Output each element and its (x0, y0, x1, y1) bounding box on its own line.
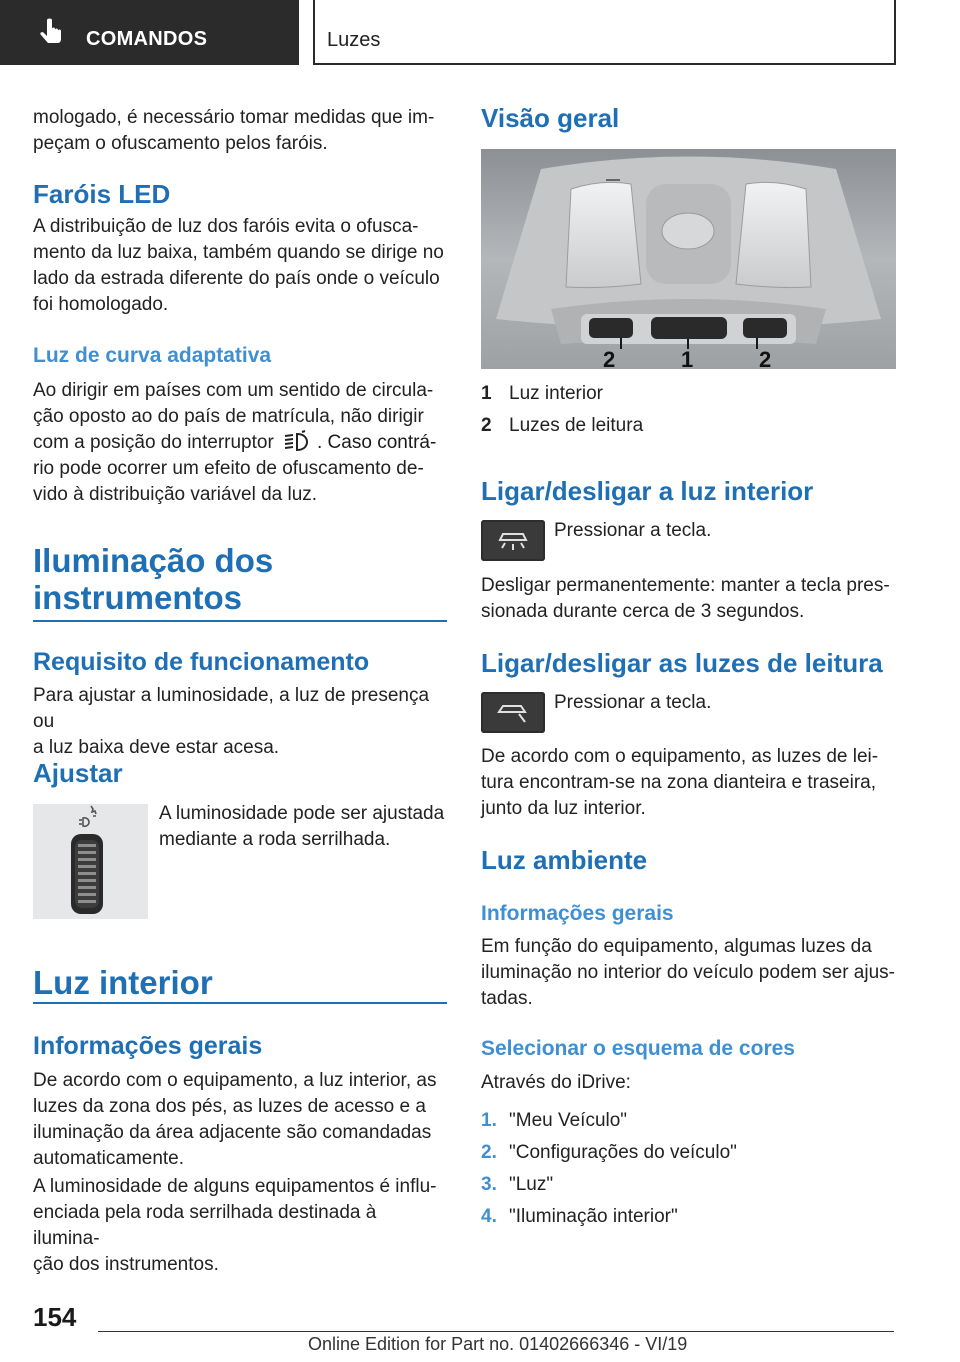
step-num: 1. (481, 1110, 497, 1131)
edition-note: Online Edition for Part no. 01402666346 - VI/19 (308, 1334, 688, 1354)
list-item (481, 1204, 678, 1230)
chapter-box (313, 0, 896, 65)
reading-light-icon (481, 692, 545, 733)
desligar-paragraph: Desligar permanentemente: manter a tecla pres- sionada durante cerca de 3 segundos. (481, 575, 890, 622)
section-rule (33, 620, 447, 622)
figure-label-center: 1 (681, 347, 694, 369)
legend-text: Luzes de leitura (509, 415, 644, 436)
heading-visao-geral: Visão geral (481, 103, 620, 133)
section-label: COMANDOS (86, 28, 208, 50)
list-item (481, 1172, 553, 1198)
heading-selecionar-cores: Selecionar o esquema de cores (481, 1037, 795, 1060)
heading-luz-curva: Luz de curva adaptativa (33, 344, 272, 367)
interior-light-button-image (481, 520, 545, 561)
curva-paragraph-b: . Caso contrá- (317, 432, 437, 453)
step-text: "Luz" (509, 1174, 554, 1195)
info-paragraph-1: De acordo com o equipamento, a luz interior, as luzes da zona dos pés, as luzes de acesso e a iluminação da área adjacente são comandadas automaticamente. (33, 1070, 437, 1169)
heading-informacoes-gerais-left: Informações gerais (33, 1032, 263, 1060)
page-number: 154 (33, 1302, 77, 1332)
reading-light-button-image (481, 692, 545, 733)
dimmer-wheel-icon (33, 804, 148, 919)
farois-paragraph: A distribuição de luz dos faróis evita o ofusca- mento da luz baixa, também quando se dirige no lado da estrada diferente do país onde o veículo foi homologado. (33, 216, 444, 315)
heading-luz-interior: Luz interior (33, 964, 213, 1001)
legend-num: 1 (481, 383, 492, 404)
step-text: "Configurações do veículo" (509, 1142, 737, 1163)
overhead-light-figure (481, 149, 896, 369)
step-text: "Iluminação interior" (509, 1206, 678, 1227)
curva-paragraph-c: rio pode ocorrer um efeito de ofuscamento de- vido à distribuição variável da luz. (33, 458, 424, 505)
chapter-label: Luzes (327, 29, 381, 51)
legend-text: Luz interior (509, 383, 603, 404)
headlight-switch-icon (283, 430, 311, 452)
leitura-paragraph: De acordo com o equipamento, as luzes de lei- tura encontram-se na zona dianteira e traseira, junto da luz interior. (481, 746, 879, 819)
requisito-paragraph: Para ajustar a luminosidade, a luz de presença ou a luz baixa deve estar acesa. (33, 685, 430, 758)
figure-label-left: 2 (603, 347, 616, 369)
heading-iluminacao-instrumentos: Iluminação dos instrumentos (33, 542, 274, 616)
heading-ajustar: Ajustar (33, 758, 123, 788)
curva-paragraph-a: Ao dirigir em países com um sentido de circula- ção oposto ao do país de matrícula, não dirigir com a posição do interruptor (33, 380, 434, 453)
step-text: "Meu Veículo" (509, 1110, 628, 1131)
list-item (481, 1108, 627, 1134)
heading-ligar-luzes-leitura: Ligar/desligar as luzes de leitura (481, 648, 883, 678)
legend-num: 2 (481, 415, 492, 436)
ajustar-paragraph: A luminosidade pode ser ajustada mediante a roda serrilhada. (159, 803, 445, 850)
section-rule-2 (33, 1002, 447, 1004)
figure-label-right: 2 (759, 347, 772, 369)
heading-luz-ambiente: Luz ambiente (481, 845, 648, 875)
ligar-int-paragraph: Pressionar a tecla. (554, 520, 712, 541)
footer-rule (98, 1331, 894, 1332)
step-num: 4. (481, 1206, 497, 1227)
section-tab[interactable] (0, 0, 299, 65)
ligar-leit-paragraph: Pressionar a tecla. (554, 692, 712, 713)
list-item (481, 1140, 737, 1166)
step-num: 2. (481, 1142, 497, 1163)
legend-item (481, 381, 603, 407)
heading-farois-led: Faróis LED (33, 179, 171, 209)
heading-requisito: Requisito de funcionamento (33, 648, 370, 676)
legend-item (481, 413, 643, 439)
heading-ligar-luz-interior: Ligar/desligar a luz interior (481, 476, 814, 506)
ambiente-paragraph: Em função do equipamento, algumas luzes da iluminação no interior do veículo podem ser ajus- tadas. (481, 936, 895, 1009)
heading-informacoes-gerais-right: Informações gerais (481, 902, 674, 925)
overhead-console-image (481, 149, 896, 369)
intro-paragraph: mologado, é necessário tomar medidas que im- peçam o ofuscamento pelos faróis. (33, 107, 435, 154)
step-num: 3. (481, 1174, 497, 1195)
idrive-paragraph: Através do iDrive: (481, 1072, 631, 1093)
hand-pointer-icon (34, 16, 68, 50)
interior-light-icon (481, 520, 545, 561)
info-paragraph-2: A luminosidade de alguns equipamentos é influ- enciada pela roda serrilhada destinada à ilumina- ção dos instrumentos. (33, 1176, 437, 1275)
dimmer-wheel-image (33, 804, 148, 919)
